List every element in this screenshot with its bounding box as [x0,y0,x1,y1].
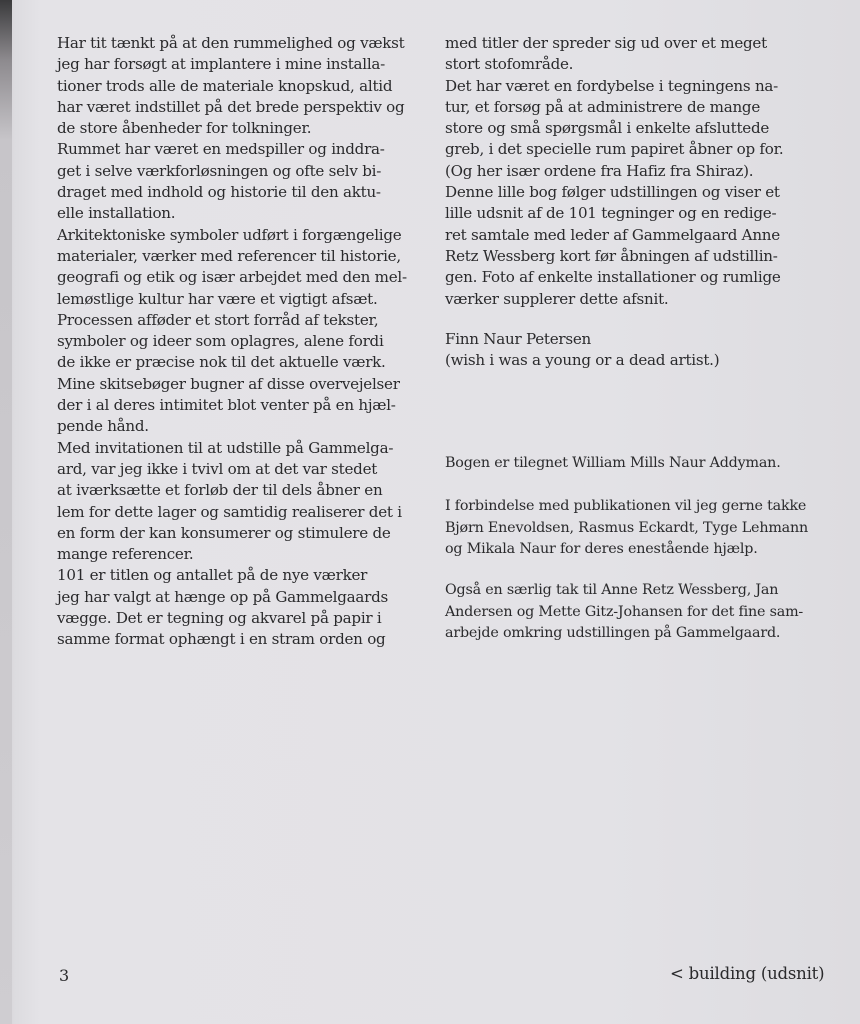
body-text-line: Retz Wessberg kort før åbningen af udstillin- [445,246,778,265]
acknowledgement-line: Også en særlig tak til Anne Retz Wessberg, Jan [445,582,779,598]
body-text-line: at iværksætte et forløb der til dels åbner en [57,481,383,500]
body-text-line: mange referencer. [57,545,194,564]
acknowledgement-line: Andersen og Mette Gitz-Johansen for det fine sam- [445,603,804,620]
body-text-line: Arkitektoniske symboler udført i forgængelige [57,225,402,244]
body-text-line: vægge. Det er tegning og akvarel på papir i [57,609,382,628]
signature-note: (wish i was a young or a dead artist.) [445,351,720,370]
body-text-line: lille udsnit af de 101 tegninger og en redige- [445,204,777,223]
body-text-line: de store åbenheder for tolkninger. [57,119,312,138]
body-text-line: har været indstillet på det brede perspektiv og [57,97,405,116]
body-text-line: materialer, værker med referencer til historie, [57,246,401,265]
body-text-line: lemøstlige kultur har være et vigtigt afsæt. [57,289,378,308]
image-caption: < building (udsnit) [670,964,825,983]
body-text-line: symboler og ideer som oplagres, alene fordi [57,332,384,351]
body-text-line: pende hånd. [57,417,149,436]
right-column-body [445,33,817,310]
body-text-line: tioner trods alle de materiale knopskud, altid [57,76,393,95]
body-text-line: draget med indhold og historie til den aktu- [57,183,381,202]
body-text-line: værker supplerer dette afsnit. [445,289,669,308]
body-text-line: elle installation. [57,204,176,223]
body-text-line: der i al deres intimitet blot venter på en hjæl- [57,396,396,415]
body-text-line: store og små spørgsmål i enkelte afsluttede [445,119,770,138]
body-text-line: ard, var jeg ikke i tvivl om at det var stedet [57,459,378,478]
acknowledgement-secondary [445,580,803,645]
body-text-line: jeg har valgt at hænge op på Gammelgaards [57,587,389,606]
body-text-line: ret samtale med leder af Gammelgaard Anne [445,225,780,244]
body-text-line: samme format ophængt i en stram orden og [57,630,386,649]
body-text-line: tur, et forsøg på at administrere de mange [445,97,761,116]
body-text-line: Processen afføder et stort forråd af tekster, [57,310,379,329]
body-text-line: Har tit tænkt på at den rummelighed og vækst [57,34,405,52]
page-edge-shadow [0,0,12,1024]
body-text-line: en form der kan konsumerer og stimulere de [57,523,391,542]
body-text-line: Denne lille bog følger udstillingen og viser et [445,183,780,202]
body-text-line: med titler der spreder sig ud over et meget [445,34,767,52]
body-text-line: stort stofområde. [445,55,574,74]
acknowledgement-line: arbejde omkring udstillingen på Gammelgaard. [445,625,781,641]
body-text-line: (Og her især ordene fra Hafiz fra Shiraz). [445,161,754,180]
body-text-line: 101 er titlen og antallet på de nye værker [57,566,368,585]
body-text-line: Med invitationen til at udstille på Gammelga- [57,438,394,457]
body-text-line: get i selve værkforløsningen og ofte selv bi- [57,161,382,180]
body-text-line: gen. Foto af enkelte installationer og rumlige [445,268,781,287]
body-text-line: Rummet har været en medspiller og inddra- [57,140,385,159]
body-text-line: de ikke er præcise nok til det aktuelle værk. [57,353,386,372]
body-text-line: jeg har forsøgt at implantere i mine installa- [57,55,386,74]
page-number: 3 [59,966,70,985]
body-text-line: lem for dette lager og samtidig realiserer det i [57,502,402,521]
body-text-line: Det har været en fordybelse i tegningens na- [445,76,779,95]
dedication [445,453,781,475]
right-text-column [445,33,817,371]
body-text-line: Mine skitsebøger bugner af disse overvejelser [57,374,400,393]
body-text-line: greb, i det specielle rum papiret åbner op for. [445,140,784,159]
acknowledgement-line: og Mikala Naur for deres enestående hjælp. [445,541,758,557]
acknowledgement-line: Bjørn Enevoldsen, Rasmus Eckardt, Tyge Lehmann [445,519,809,536]
acknowledgement-line: I forbindelse med publikationen vil jeg gerne takke [445,498,807,514]
dedication-text: Bogen er tilegnet William Mills Naur Addyman. [445,455,781,471]
acknowledgement-primary [445,496,808,561]
left-text-column [57,33,425,651]
signature-name: Finn Naur Petersen [445,329,592,348]
body-text-line: geografi og etik og især arbejdet med den mel- [57,268,407,287]
